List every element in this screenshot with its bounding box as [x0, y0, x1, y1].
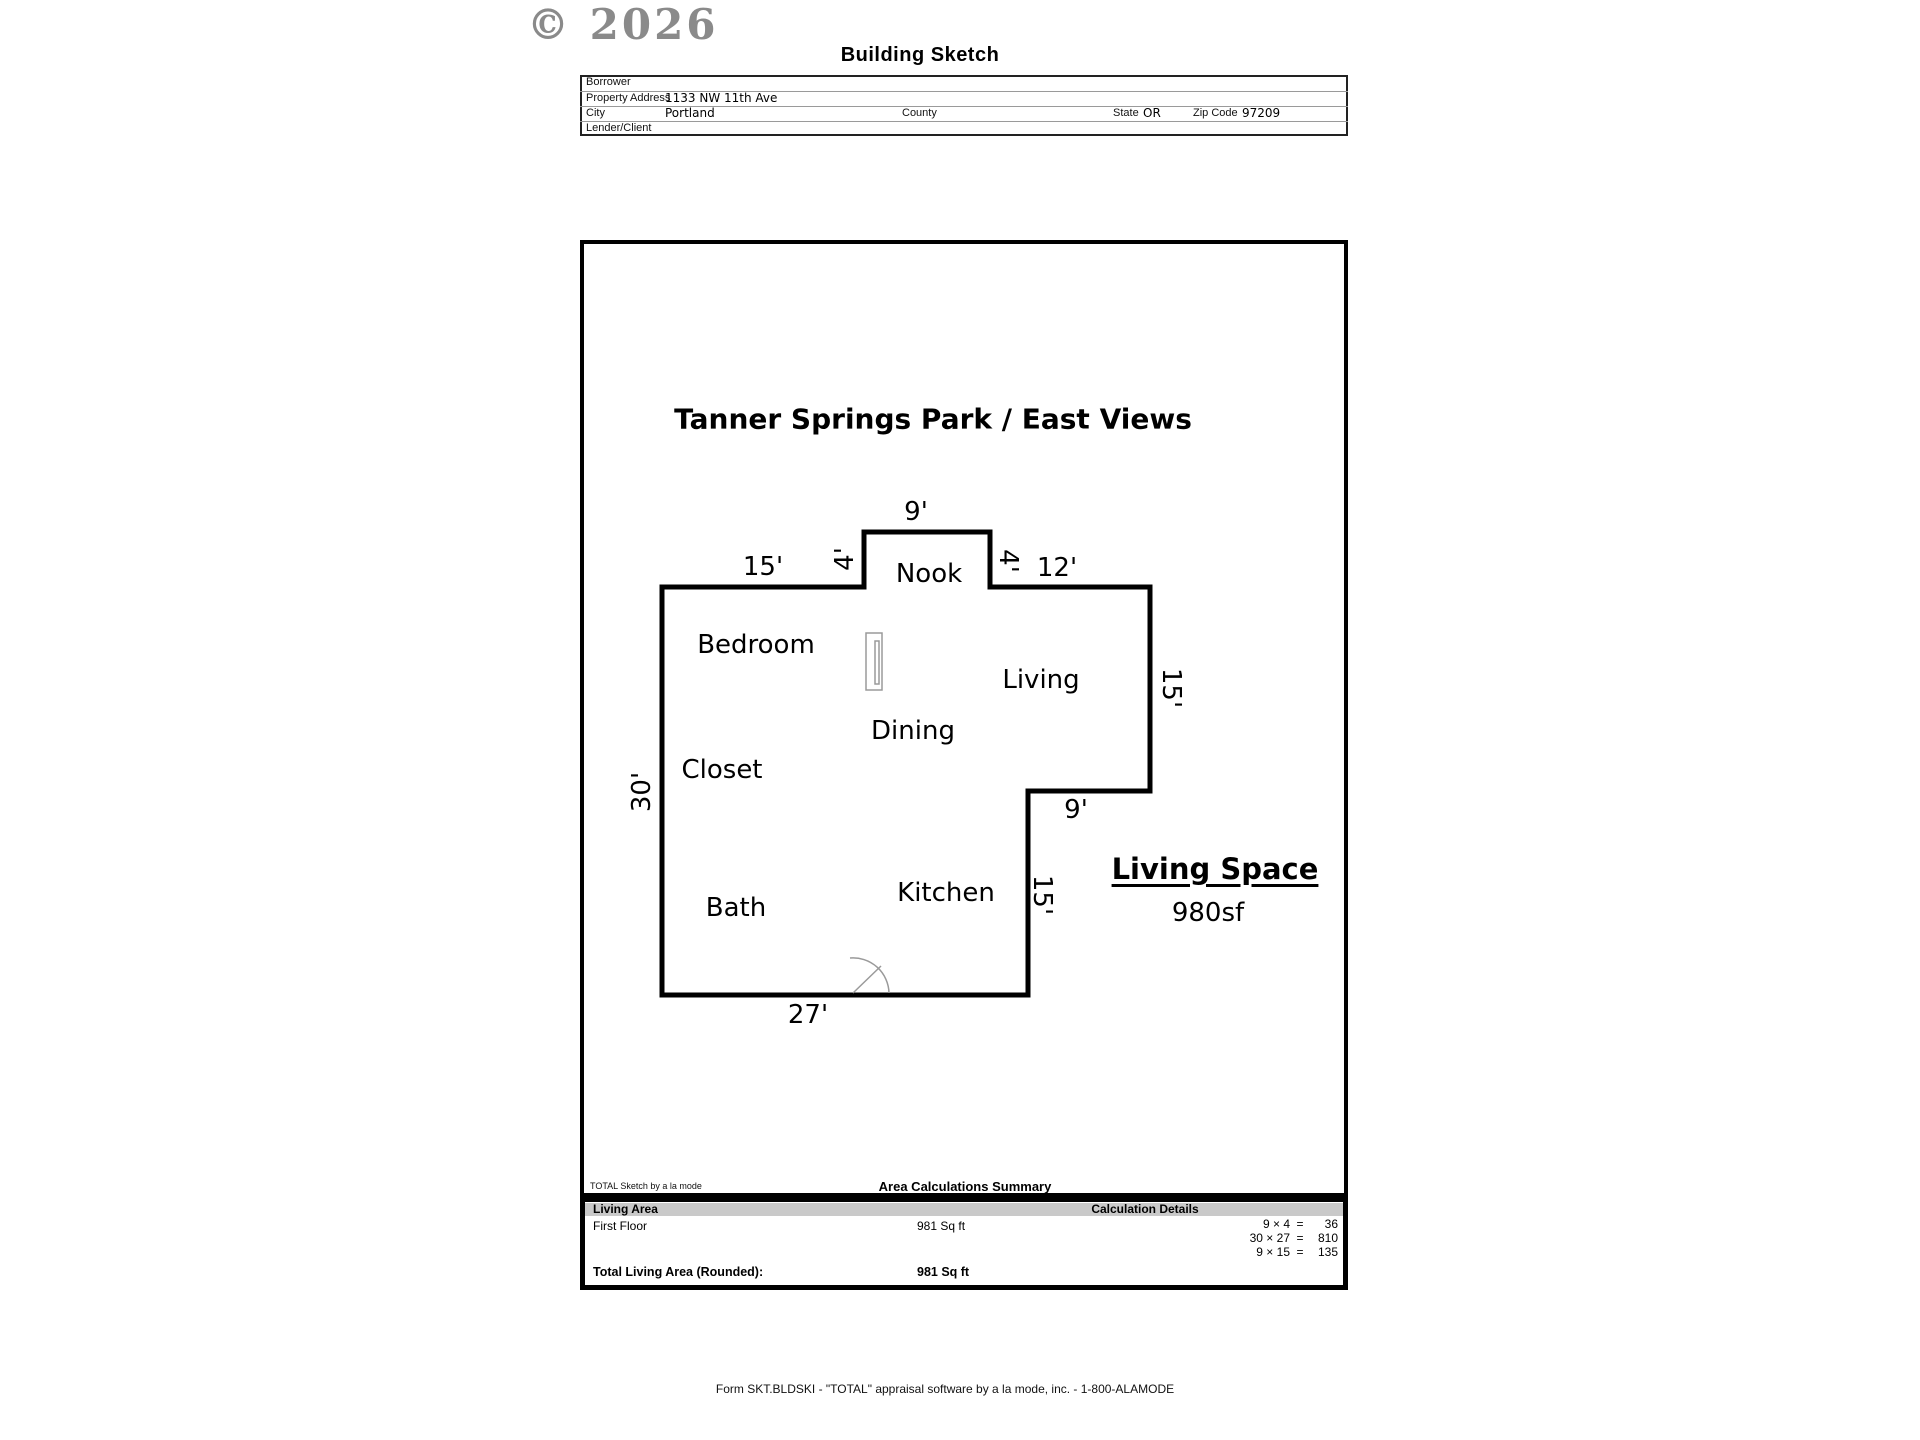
- total-living-area-value: 981 Sq ft: [917, 1265, 970, 1279]
- zip-code-value: 97209: [1242, 106, 1281, 120]
- sketch-area: [580, 240, 1348, 1197]
- calc-line: 9 × 4 = 36: [1262, 1217, 1338, 1231]
- lender-client-label: Lender/Client: [586, 122, 652, 134]
- dim-right-wall: 15': [1156, 667, 1186, 709]
- room-label-bath: Bath: [705, 893, 767, 923]
- property-header-table: [580, 75, 1348, 136]
- city-label: City: [586, 107, 605, 119]
- zip-code-label: Zip Code: [1193, 107, 1238, 119]
- area-calculations-summary-title: Area Calculations Summary: [878, 1179, 1052, 1194]
- property-address-row: [580, 91, 1348, 106]
- state-label: State: [1113, 107, 1139, 119]
- dim-bottom-wall: 27': [787, 1000, 829, 1030]
- living-space-value: 980sf: [1171, 898, 1245, 928]
- copyright-watermark: © 2026: [527, 0, 719, 49]
- form-footer: Form SKT.BLDSKI - "TOTAL" appraisal software by a la mode, inc. - 1-800-ALAMODE: [715, 1382, 1175, 1396]
- dim-left-wall: 30': [627, 771, 657, 813]
- dim-step-wall: 9': [1064, 795, 1088, 825]
- calc-header-band: [585, 1203, 1343, 1216]
- lender-client-row: [580, 121, 1348, 136]
- room-label-living: Living: [1002, 665, 1080, 695]
- city-value: Portland: [665, 106, 715, 120]
- living-space-heading: Living Space: [1111, 852, 1319, 886]
- calculation-details-header: Calculation Details: [1091, 1202, 1199, 1216]
- room-label-bedroom: Bedroom: [697, 630, 815, 660]
- property-address-label: Property Address: [586, 92, 671, 104]
- page-title: Building Sketch: [840, 44, 1000, 66]
- living-area-header: Living Area: [593, 1202, 658, 1216]
- sketch-title: Tanner Springs Park / East Views: [674, 402, 1192, 436]
- area-calculations-table: [580, 1197, 1348, 1290]
- first-floor-label: First Floor: [593, 1219, 647, 1233]
- calc-line: 30 × 27 = 810: [1249, 1231, 1338, 1245]
- room-label-dining: Dining: [871, 716, 955, 746]
- room-label-nook: Nook: [895, 559, 963, 589]
- dim-top-left-wall: 15': [742, 552, 784, 582]
- calc-line: 9 × 15 = 135: [1256, 1245, 1338, 1259]
- total-living-area-label: Total Living Area (Rounded):: [593, 1265, 764, 1279]
- dim-kitchen-right-wall: 15': [1027, 874, 1057, 916]
- interior-opening-symbol: [866, 633, 882, 690]
- room-label-closet: Closet: [681, 755, 763, 785]
- dim-top-right-wall: 12': [1036, 553, 1078, 583]
- calculation-details-list: [1240, 1217, 1338, 1259]
- dim-nook-left-depth: 4': [830, 547, 860, 571]
- floorplan-drawing: [580, 240, 1348, 1197]
- first-floor-area: 981 Sq ft: [917, 1219, 966, 1233]
- state-value: OR: [1143, 106, 1161, 120]
- borrower-row: [580, 75, 1348, 90]
- sketch-branding: TOTAL Sketch by a la mode: [590, 1181, 702, 1191]
- property-address-value: 1133 NW 11th Ave: [665, 91, 778, 105]
- borrower-label: Borrower: [586, 76, 631, 88]
- dim-nook-width: 9': [904, 497, 928, 527]
- dim-nook-right-depth: 4': [993, 549, 1023, 573]
- city-state-zip-row: [580, 106, 1348, 121]
- room-label-kitchen: Kitchen: [897, 878, 995, 908]
- county-label: County: [902, 107, 937, 119]
